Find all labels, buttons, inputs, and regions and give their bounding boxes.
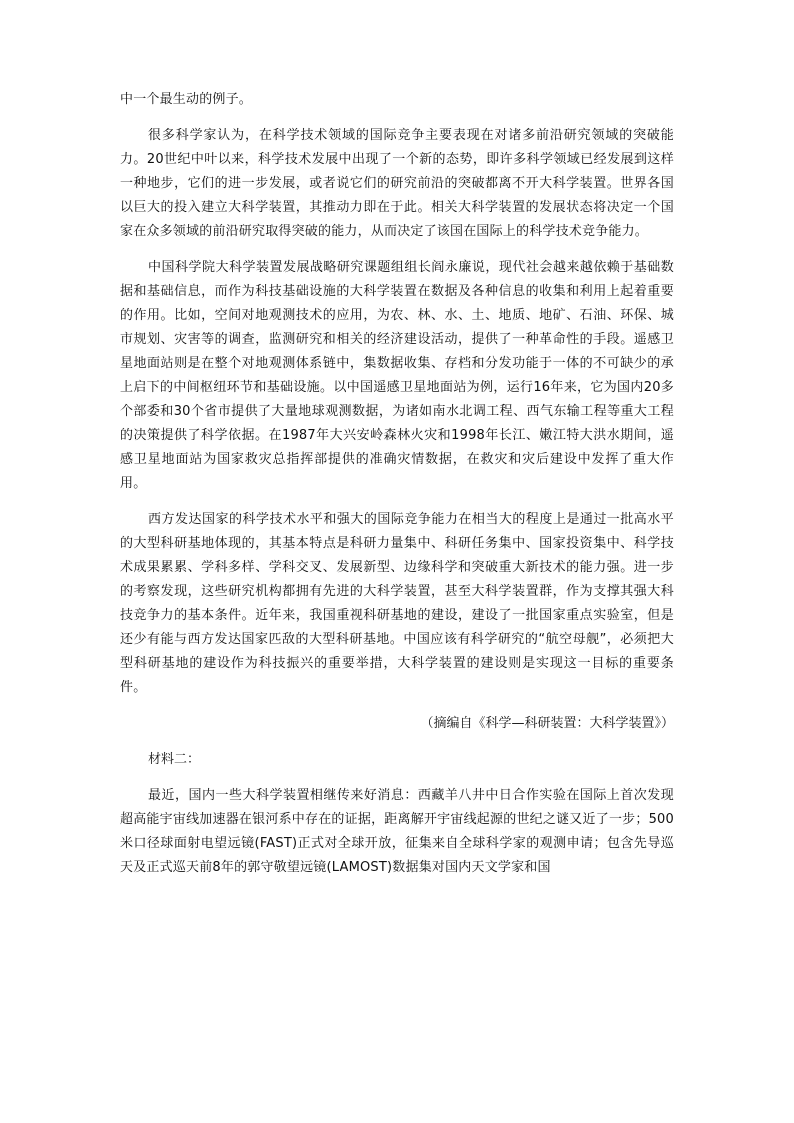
paragraph-4: 最近，国内一些大科学装置相继传来好消息：西藏羊八井中日合作实验在国际上首次发现超高能宇宙线加速器在银河系中存在的证据，距离解开宇宙线起源的世纪之谜又近了一步；500米口径球面射电望远镜(FAST)正式对全球开放，征集来自全球科学家的观测申请；包含先导巡天及正式巡天前8年的郭守敬望远镜(LAMOST)数据集对国内天文学家和国 xyxy=(120,788,674,875)
paragraph-gap xyxy=(120,244,674,256)
paragraph-gap xyxy=(120,736,674,748)
paragraph-1: 很多科学家认为，在科学技术领域的国际竞争主要表现在对诸多前沿研究领域的突破能力。20世纪中叶以来，科学技术发展中出现了一个新的态势，即许多科学领域已经发展到这样一种地步，它们的进一步发展，或者说它们的研究前沿的突破都离不开大科学装置。世界各国以巨大的投入建立大科学装置，其推动力即在于此。相关大科学装置的发展状态将决定一个国家在众多领域的前沿研究取得突破的能力，从而决定了该国在国际上的科学技术竞争能力。 xyxy=(120,128,674,239)
source-citation: （摘编自《科学—科研装置：大科学装置》） xyxy=(420,716,674,731)
paragraph-gap xyxy=(120,772,674,784)
paragraph-gap xyxy=(120,496,674,508)
paragraph-2: 中国科学院大科学装置发展战略研究课题组组长阎永廉说，现代社会越来越依赖于基础数据和基础信息，而作为科技基础设施的大科学装置在数据及各种信息的收集和利用上起着重要的作用。比如，空间对地观测技术的应用，为农、林、水、土、地质、地矿、石油、环保、城市规划、灾害等的调查，监测研究和相关的经济建设活动，提供了一种革命性的手段。遥感卫星地面站则是在整个对地观测体系链中，集数据收集、存档和分发功能于一体的不可缺少的承上启下的中间枢纽环节和基础设施。以中国遥感卫星地面站为例，运行16年来，它为国内20多个部委和30个省市提供了大量地球观测数据，为诸如南水北调工程、西气东输工程等重大工程的决策提供了科学依据。在1987年大兴安岭森林火灾和1998年长江、嫩江特大洪水期间，遥感卫星地面站为国家救灾总指挥部提供的准确灾情数据，在救灾和灾后建设中发挥了重大作用。 xyxy=(120,260,674,491)
document-page xyxy=(120,88,674,880)
paragraph-gap xyxy=(120,700,674,712)
paragraph-continuation: 中一个最生动的例子。 xyxy=(120,92,253,107)
paragraph-gap xyxy=(120,112,674,124)
material-two-label: 材料二： xyxy=(148,752,201,767)
paragraph-3: 西方发达国家的科学技术水平和强大的国际竞争能力在相当大的程度上是通过一批高水平的大型科研基地体现的，其基本特点是科研力量集中、科研任务集中、国家投资集中、科学技术成果累累、学科多样、学科交叉、发展新型、边缘科学和突破重大新技术的能力强。进一步的考察发现，这些研究机构都拥有先进的大科学装置，甚至大科学装置群，作为支撑其强大科技竞争力的基本条件。近年来，我国重视科研基地的建设，建设了一批国家重点实验室，但是还少有能与西方发达国家匹敌的大型科研基地。中国应该有科学研究的“航空母舰”，必须把大型科研基地的建设作为科技振兴的重要举措，大科学装置的建设则是实现这一目标的重要条件。 xyxy=(120,512,674,695)
